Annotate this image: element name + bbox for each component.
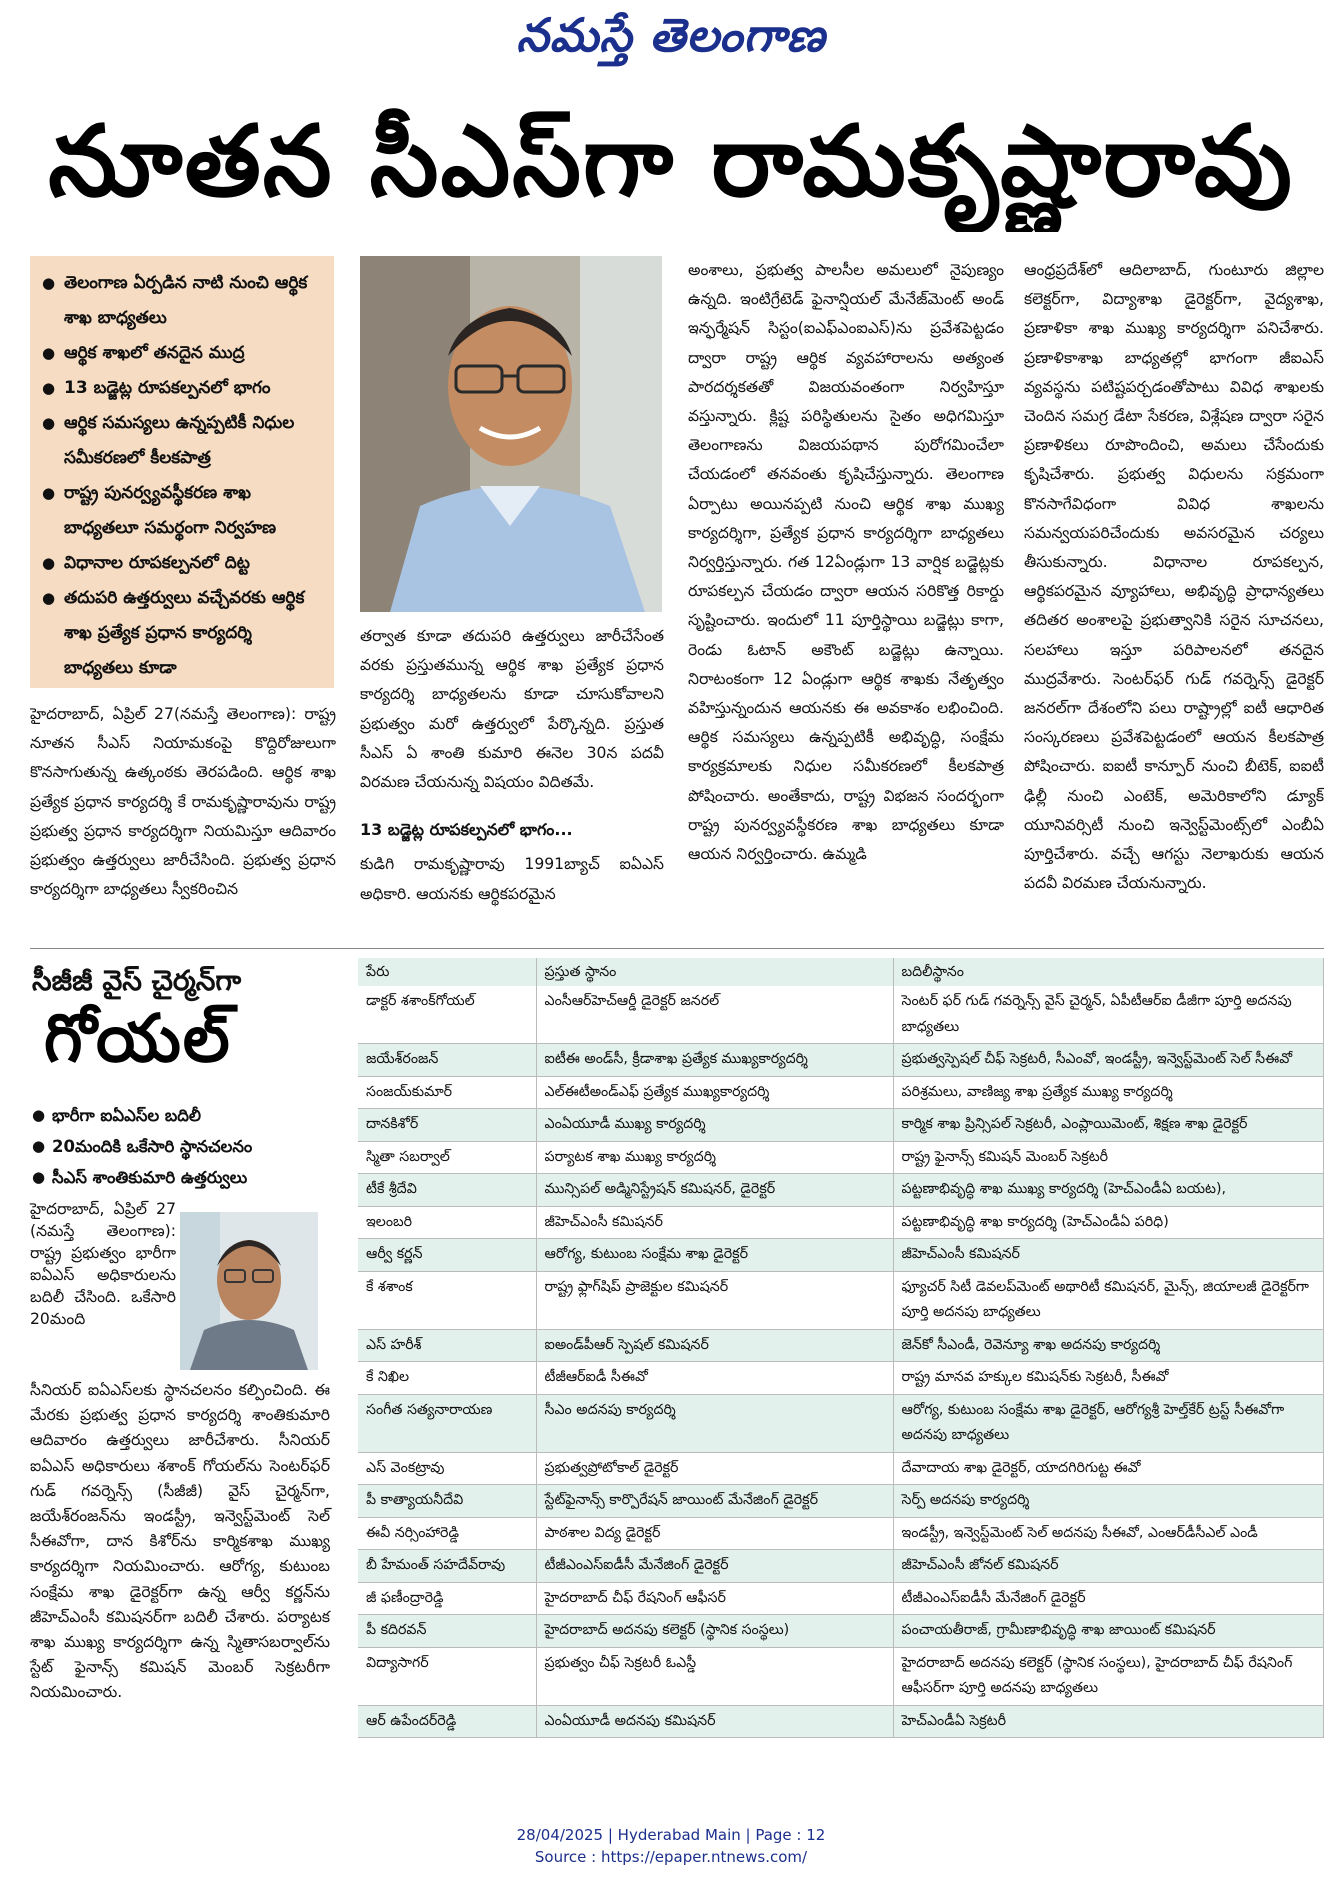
highlight-item: ● రాష్ట్ర పునర్వ్యవస్థీకరణ శాఖ బాధ్యతలూ సమర్థంగా నిర్వహణ — [42, 476, 324, 546]
table-row: జయేశ్‌రంజన్ ఐటీఈ అండ్‌సీ, క్రీడాశాఖ ప్రత్యేక ముఖ్యకార్యదర్శి ప్రభుత్వస్పెషల్ చీఫ్ సెక్రటరీ, సీఎంవో, ఇండస్ట్రీ, ఇన్వెస్ట్‌మెంట్ సెల్ సీఈవో — [358, 1044, 1324, 1077]
story2-bullet: ● భారీగా ఐఏఎస్‌ల బదిలీ — [32, 1100, 332, 1131]
table-row: కే నిఖిల టీజీఆర్‌ఐడీ సీఈవో రాష్ట్ర మానవ హక్కుల కమిషన్‌కు సెక్రటరీ, సీఈవో — [358, 1362, 1324, 1395]
transfers-table — [358, 958, 1324, 1738]
table-row: కే శశాంక రాష్ట్ర ఫ్లాగ్‌షిప్ ప్రాజెక్టుల కమిషనర్ ఫ్యూచర్ సిటీ డెవలప్‌మెంట్ అథారిటీ కమిషనర్, మైన్స్, జియాలజీ డైరెక్టర్‌గా పూర్తి అదనపు బాధ్యతలు — [358, 1271, 1324, 1329]
highlight-item: ● 13 బడ్జెట్ల రూపకల్పనలో భాగం — [42, 371, 324, 406]
story2-bullet: ● 20మందికి ఒకేసారి స్థానచలనం — [32, 1131, 332, 1162]
article-column-1 — [30, 700, 336, 940]
bullet-icon: ● — [42, 379, 56, 397]
highlight-item: ● తదుపరి ఉత్తర్వులు వచ్చేవరకు ఆర్థిక శాఖ ప్రత్యేక ప్రధాన కార్యదర్శి బాధ్యతలు కూడా — [42, 581, 324, 686]
bullet-icon: ● — [42, 554, 56, 572]
table-row: ఎస్ వెంకట్రావు ప్రభుత్వప్రోటోకాల్ డైరెక్టర్ దేవాదాయ శాఖ డైరెక్టర్, యాదగిరిగుట్ట ఈవో — [358, 1452, 1324, 1485]
article-subheading: 13 బడ్జెట్ల రూపకల్పనలో భాగం... — [360, 820, 573, 840]
column-header-name: పేరు — [358, 958, 536, 986]
portrait-image — [180, 1212, 318, 1370]
article-paragraph: హైదరాబాద్, ఏప్రిల్ 27(నమస్తే తెలంగాణ): రాష్ట్ర నూతన సీఎస్ నియామకంపై కొద్దిరోజులుగా కొనసాగుతున్న ఉత్కంఠకు తెరపడింది. ఆర్థిక శాఖ ప్రత్యేక ప్రధాన కార్యదర్శి కే రామకృష్ణారావును రాష్ట్ర ప్రభుత్వ ప్రధాన కార్యదర్శిగా నియమిస్తూ ఆదివారం ప్రభుత్వం ఉత్తర్వులు జారీచేసింది. ప్రభుత్వ ప్రధాన కార్యదర్శిగా బాధ్యతలు స్వీకరించిన — [30, 705, 336, 899]
story2-paragraph-2: సీనియర్ ఐఏఎస్‌లకు స్థానచలనం కల్పించింది. ఈ మేరకు ప్రభుత్వ ప్రధాన కార్యదర్శి శాంతికుమారి ఆదివారం ఉత్తర్వులు జారీచేశారు. సీనియర్ ఐఏఎస్ అధికారులు శశాంక్ గోయల్‌ను సెంటర్‌ఫర్ గుడ్ గవర్నెన్స్ (సీజీజీ) వైస్ చైర్మన్‌గా, జయేశ్‌రంజన్‌ను ఇండస్ట్రీ, ఇన్వెస్ట్‌మెంట్ సెల్ సీఈవోగా, దాన కిశోర్‌ను కార్మికశాఖ ముఖ్య కార్యదర్శిగా నియమించారు. ఆరోగ్య, కుటుంబ సంక్షేమ శాఖ డైరెక్టర్‌గా ఉన్న ఆర్వీ కర్ణన్‌ను జీహెచ్‌ఎంసీ కమిషనర్‌గా బదిలీ చేశారు. పర్యాటక శాఖ ముఖ్య కార్యదర్శిగా ఉన్న స్మితాసబర్వాల్‌ను స్టేట్ ఫైనాన్స్ కమిషన్ మెంబర్ సెక్రటరీగా నియమించారు. — [30, 1381, 330, 1702]
main-headline: నూతన సీఎస్‌గా రామకృష్ణారావు — [48, 105, 1294, 219]
table-row: బీ హేమంత్ సహదేవ్‌రావు టీజీఎంఎస్‌ఐడీసీ మేనేజింగ్ డైరెక్టర్ జీహెచ్‌ఎంసీ జోనల్ కమిషనర్ — [358, 1550, 1324, 1583]
bullet-icon: ● — [32, 1137, 46, 1155]
bullet-icon: ● — [32, 1106, 46, 1124]
story2-kicker: సీజీజీ వైస్ చైర్మన్‌గా — [32, 964, 242, 997]
edition-info: 28/04/2025 | Hyderabad Main | Page : 12 — [516, 1826, 826, 1844]
newspaper-masthead: నమస్తే తెలంగాణ — [516, 8, 826, 62]
article-paragraph: కుడిగి రామకృష్ణారావు 1991బ్యాచ్ ఐఏఎస్ అధికారి. ఆయనకు ఆర్థికపరమైన — [360, 855, 664, 903]
highlights-box — [30, 256, 334, 688]
table-header-row — [358, 958, 1324, 986]
table-row: దానకిశోర్ ఎంఏయూడీ ముఖ్య కార్యదర్శి కార్మిక శాఖ ప్రిన్సిపల్ సెక్రటరీ, ఎంప్లాయిమెంట్, శిక్షణ శాఖ డైరెక్టర్ — [358, 1109, 1324, 1142]
goyal-photo — [180, 1212, 318, 1370]
table-row: సంజయ్‌కుమార్ ఎల్ఈటీఅండ్‌ఎఫ్ ప్రత్యేక ముఖ్యకార్యదర్శి పరిశ్రమలు, వాణిజ్య శాఖ ప్రత్యేక ముఖ్య కార్యదర్శి — [358, 1076, 1324, 1109]
article-paragraph: ఆంధ్రప్రదేశ్‌లో ఆదిలాబాద్, గుంటూరు జిల్లాల కలెక్టర్‌గా, విద్యాశాఖ డైరెక్టర్‌గా, వైద్యశాఖ, ప్రణాళికా శాఖ ముఖ్య కార్యదర్శిగా పనిచేశారు. ప్రణాళికాశాఖ బాధ్యతల్లో భాగంగా జీఐఎస్ వ్యవస్థను పటిష్టపర్చడంతోపాటు వివిధ శాఖలకు చెందిన సమగ్ర డేటా సేకరణ, విశ్లేషణ ద్వారా సరైన ప్రణాళికలు రూపొందించి, అమలు చేసేందుకు కృషిచేశారు. ప్రభుత్వ విధులను సక్రమంగా కొనసాగేవిధంగా వివిధ శాఖలను సమన్వయపరిచేందుకు అవసరమైన చర్యలు తీసుకున్నారు. విధానాల రూపకల్పన, ఆర్థికపరమైన వ్యూహాలు, అభివృద్ధి ప్రాధాన్యతలు తదితర అంశాలపై ప్రభుత్వానికి సరైన సూచనలు, సలహాలు ఇస్తూ పరిపాలనలో తనదైన ముద్రవేశారు. సెంటర్‌ఫర్ గుడ్ గవర్నెన్స్ డైరెక్టర్ జనరల్‌గా దేశంలోని పలు రాష్ట్రాల్లో ఐటీ ఆధారిత సంస్కరణలు ప్రవేశపెట్టడంలో ఆయన కీలకపాత్ర పోషించారు. ఐఐటీ కాన్పూర్ నుంచి బీటెక్, ఐఐటీ ఢిల్లీ నుంచి ఎంటెక్, అమెరికాలోని డ్యూక్ యూనివర్సిటీ నుంచి ఇన్వెస్ట్‌మెంట్స్‌లో ఎంబీఏ పూర్తిచేశారు. వచ్చే ఆగస్టు నెలాఖరుకు ఆయన పదవీ విరమణ చేయనున్నారు. — [1024, 261, 1324, 893]
table-row: విద్యాసాగర్ ప్రభుత్వం చీఫ్ సెక్రటరీ ఓఎస్డీ హైదరాబాద్ అదనపు కలెక్టర్ (స్థానిక సంస్థలు), హైదరాబాద్ చీఫ్ రేషనింగ్ ఆఫీసర్‌గా పూర్తి అదనపు బాధ్యతలు — [358, 1647, 1324, 1705]
bullet-icon: ● — [42, 344, 56, 362]
bullet-icon: ● — [42, 274, 56, 292]
story2-paragraph-1: హైదరాబాద్, ఏప్రిల్ 27 (నమస్తే తెలంగాణ): రాష్ట్ర ప్రభుత్వం భారీగా ఐఏఎస్ అధికారులను బదిలీ చేసింది. ఒకేసారి 20మంది — [30, 1200, 176, 1328]
table-row: స్మితా సబర్వాల్ పర్యాటక శాఖ ముఖ్య కార్యదర్శి రాష్ట్ర ఫైనాన్స్ కమిషన్ మెంబర్ సెక్రటరీ — [358, 1141, 1324, 1174]
table-row: డాక్టర్ శశాంక్‌గోయల్ ఎంసీఆర్‌హెచ్‌ఆర్డీ డైరెక్టర్ జనరల్ సెంటర్ ఫర్ గుడ్ గవర్నెన్స్ వైస్ చైర్మన్, ఏపీటీఆర్‌ఐ డీజీగా పూర్తి అదనపు బాధ్యతలు — [358, 986, 1324, 1044]
highlight-item: ● ఆర్థిక సమస్యలు ఉన్నప్పటికీ నిధుల సమీకరణలో కీలకపాత్ర — [42, 406, 324, 476]
table-row: ఈవీ నర్సింహారెడ్డి పాఠశాల విద్య డైరెక్టర్ ఇండస్ట్రీ, ఇన్వెస్ట్‌మెంట్ సెల్ అదనపు సీఈవో, ఎంఆర్‌డీసీఎల్ ఎండీ — [358, 1517, 1324, 1550]
table-row: పీ కదిరవన్ హైదరాబాద్ అదనపు కలెక్టర్ (స్థానిక సంస్థలు) పంచాయతీరాజ్, గ్రామీణాభివృద్ధి శాఖ జాయింట్ కమిషనర్ — [358, 1615, 1324, 1648]
table-row: టీకే శ్రీదేవి మున్సిపల్ అడ్మినిస్ట్రేషన్ కమిషనర్, డైరెక్టర్ పట్టణాభివృద్ధి శాఖ ముఖ్య కార్యదర్శి (హెచ్‌ఎండీఏ బయట), — [358, 1174, 1324, 1207]
bullet-icon: ● — [42, 589, 56, 607]
article-column-4 — [1024, 256, 1324, 940]
highlight-item: ● తెలంగాణ ఏర్పడిన నాటి నుంచి ఆర్థిక శాఖ బాధ్యతలు — [42, 266, 324, 336]
article-column-2 — [360, 622, 664, 940]
page-footer — [0, 1824, 1342, 1868]
portrait-image — [360, 256, 662, 612]
column-header-current: ప్రస్తుత స్థానం — [536, 958, 893, 986]
table-row: ఆర్వీ కర్ణన్ ఆరోగ్య, కుటుంబ సంక్షేమ శాఖ డైరెక్టర్ జీహెచ్‌ఎంసీ కమిషనర్ — [358, 1239, 1324, 1272]
bullet-icon: ● — [42, 414, 56, 432]
ramakrishna-rao-photo — [360, 256, 662, 612]
section-divider — [30, 948, 1324, 949]
article-paragraph: అంశాలు, ప్రభుత్వ పాలసీల అమలులో నైపుణ్యం ఉన్నది. ఇంటిగ్రేటెడ్ ఫైనాన్షియల్ మేనేజ్‌మెంట్ అండ్ ఇన్ఫర్మేషన్ సిస్టం(ఐఎఫ్‌ఎంఐఎస్)ను ప్రవేశపెట్టడం ద్వారా రాష్ట్ర ఆర్థిక వ్యవహారాలను అత్యంత పారదర్శకతతో విజయవంతంగా నిర్వహిస్తూ వస్తున్నారు. క్లిష్ట పరిస్థితులను సైతం అధిగమిస్తూ తెలంగాణను విజయపథాన పురోగమించేలా చేయడంలో తనవంతు కృషిచేస్తున్నారు. తెలంగాణ ఏర్పాటు అయినప్పటి నుంచి ఆర్థిక శాఖ ముఖ్య కార్యదర్శిగా, ప్రత్యేక ప్రధాన కార్యదర్శిగా బాధ్యతలు నిర్వర్తిస్తున్నారు. గత 12ఏండ్లుగా 13 వార్షిక బడ్జెట్లకు రూపకల్పన చేయడం ద్వారా ఆయన సరికొత్త రికార్డు సృష్టించారు. ఇందులో 11 పూర్తిస్థాయి బడ్జెట్లు కాగా, రెండు ఓటాన్ అకౌంట్ బడ్జెట్లు ఉన్నాయి. నిరాటంకంగా 12 ఏండ్లుగా ఆర్థిక శాఖకు నేతృత్వం వహిస్తున్నందున ఆయనకు ఈ అవకాశం లభించింది. ఆర్థిక సమస్యలు ఉన్నప్పటికీ అభివృద్ధి, సంక్షేమ కార్యక్రమాలకు నిధుల సమీకరణలో కీలకపాత్ర పోషించారు. అంతేకాదు, రాష్ట్ర విభజన సందర్భంగా రాష్ట్ర పునర్వ్యవస్థీకరణ శాఖ బాధ్యతలు కూడా ఆయన నిర్వర్తించారు. ఉమ్మడి — [688, 261, 1004, 864]
article-paragraph: తర్వాత కూడా తదుపరి ఉత్తర్వులు జారీచేసేంత వరకు ప్రస్తుతమున్న ఆర్థిక శాఖ ప్రత్యేక ప్రధాన కార్యదర్శి బాధ్యతలను కూడా చూసుకోవాలని ప్రభుత్వం మరో ఉత్తర్వులో పేర్కొన్నది. ప్రస్తుత సీఎస్ ఏ శాంతి కుమారి ఈనెల 30న పదవీ విరమణ చేయనున్న విషయం విదితమే. — [360, 627, 664, 792]
table-row: జీ ఫణీంద్రారెడ్డి హైదరాబాద్ చీఫ్ రేషనింగ్ ఆఫీసర్ టీజీఎంఎస్‌ఐడీసీ మేనేజింగ్ డైరెక్టర్ — [358, 1582, 1324, 1615]
column-header-new: బదిలీస్థానం — [893, 958, 1324, 986]
table-row: ఎస్ హరీశ్ ఐఅండ్‌పీఆర్ స్పెషల్ కమిషనర్ జెన్‌కో సీఎండీ, రెవెన్యూ శాఖ అదనపు కార్యదర్శి — [358, 1329, 1324, 1362]
bullet-icon: ● — [42, 484, 56, 502]
story2-title: గోయల్ — [44, 1000, 232, 1077]
table-row: ఆర్ ఉపేందర్‌రెడ్డి ఎంఏయూడీ అదనపు కమిషనర్ హెచ్‌ఎండీఏ సెక్రటరీ — [358, 1705, 1324, 1738]
story2-bullets — [32, 1100, 332, 1193]
source-link[interactable]: Source : https://epaper.ntnews.com/ — [534, 1848, 808, 1866]
highlight-item: ● విధానాల రూపకల్పనలో దిట్ట — [42, 546, 324, 581]
table-row: పీ కాత్యాయనీదేవి స్టేట్‌ఫైనాన్స్ కార్పొరేషన్ జాయింట్ మేనేజింగ్ డైరెక్టర్ సెర్ప్ అదనపు కార్యదర్శి — [358, 1485, 1324, 1518]
table-row: ఇలంబరి జీహెచ్‌ఎంసీ కమిషనర్ పట్టణాభివృద్ధి శాఖ కార్యదర్శి (హెచ్‌ఎండీఏ పరిధి) — [358, 1206, 1324, 1239]
story2-bullet: ● సీఎస్ శాంతికుమారి ఉత్తర్వులు — [32, 1162, 332, 1193]
table-row: సంగీత సత్యనారాయణ సీఎం అదనపు కార్యదర్శి ఆరోగ్య, కుటుంబ సంక్షేమ శాఖ డైరెక్టర్, ఆరోగ్యశ్రీ హెల్త్‌కేర్ ట్రస్ట్ సీఈవోగా అదనపు బాధ్యతలు — [358, 1394, 1324, 1452]
highlight-item: ● ఆర్థిక శాఖలో తనదైన ముద్ర — [42, 336, 324, 371]
bullet-icon: ● — [32, 1168, 46, 1186]
article-column-3 — [688, 256, 1004, 940]
